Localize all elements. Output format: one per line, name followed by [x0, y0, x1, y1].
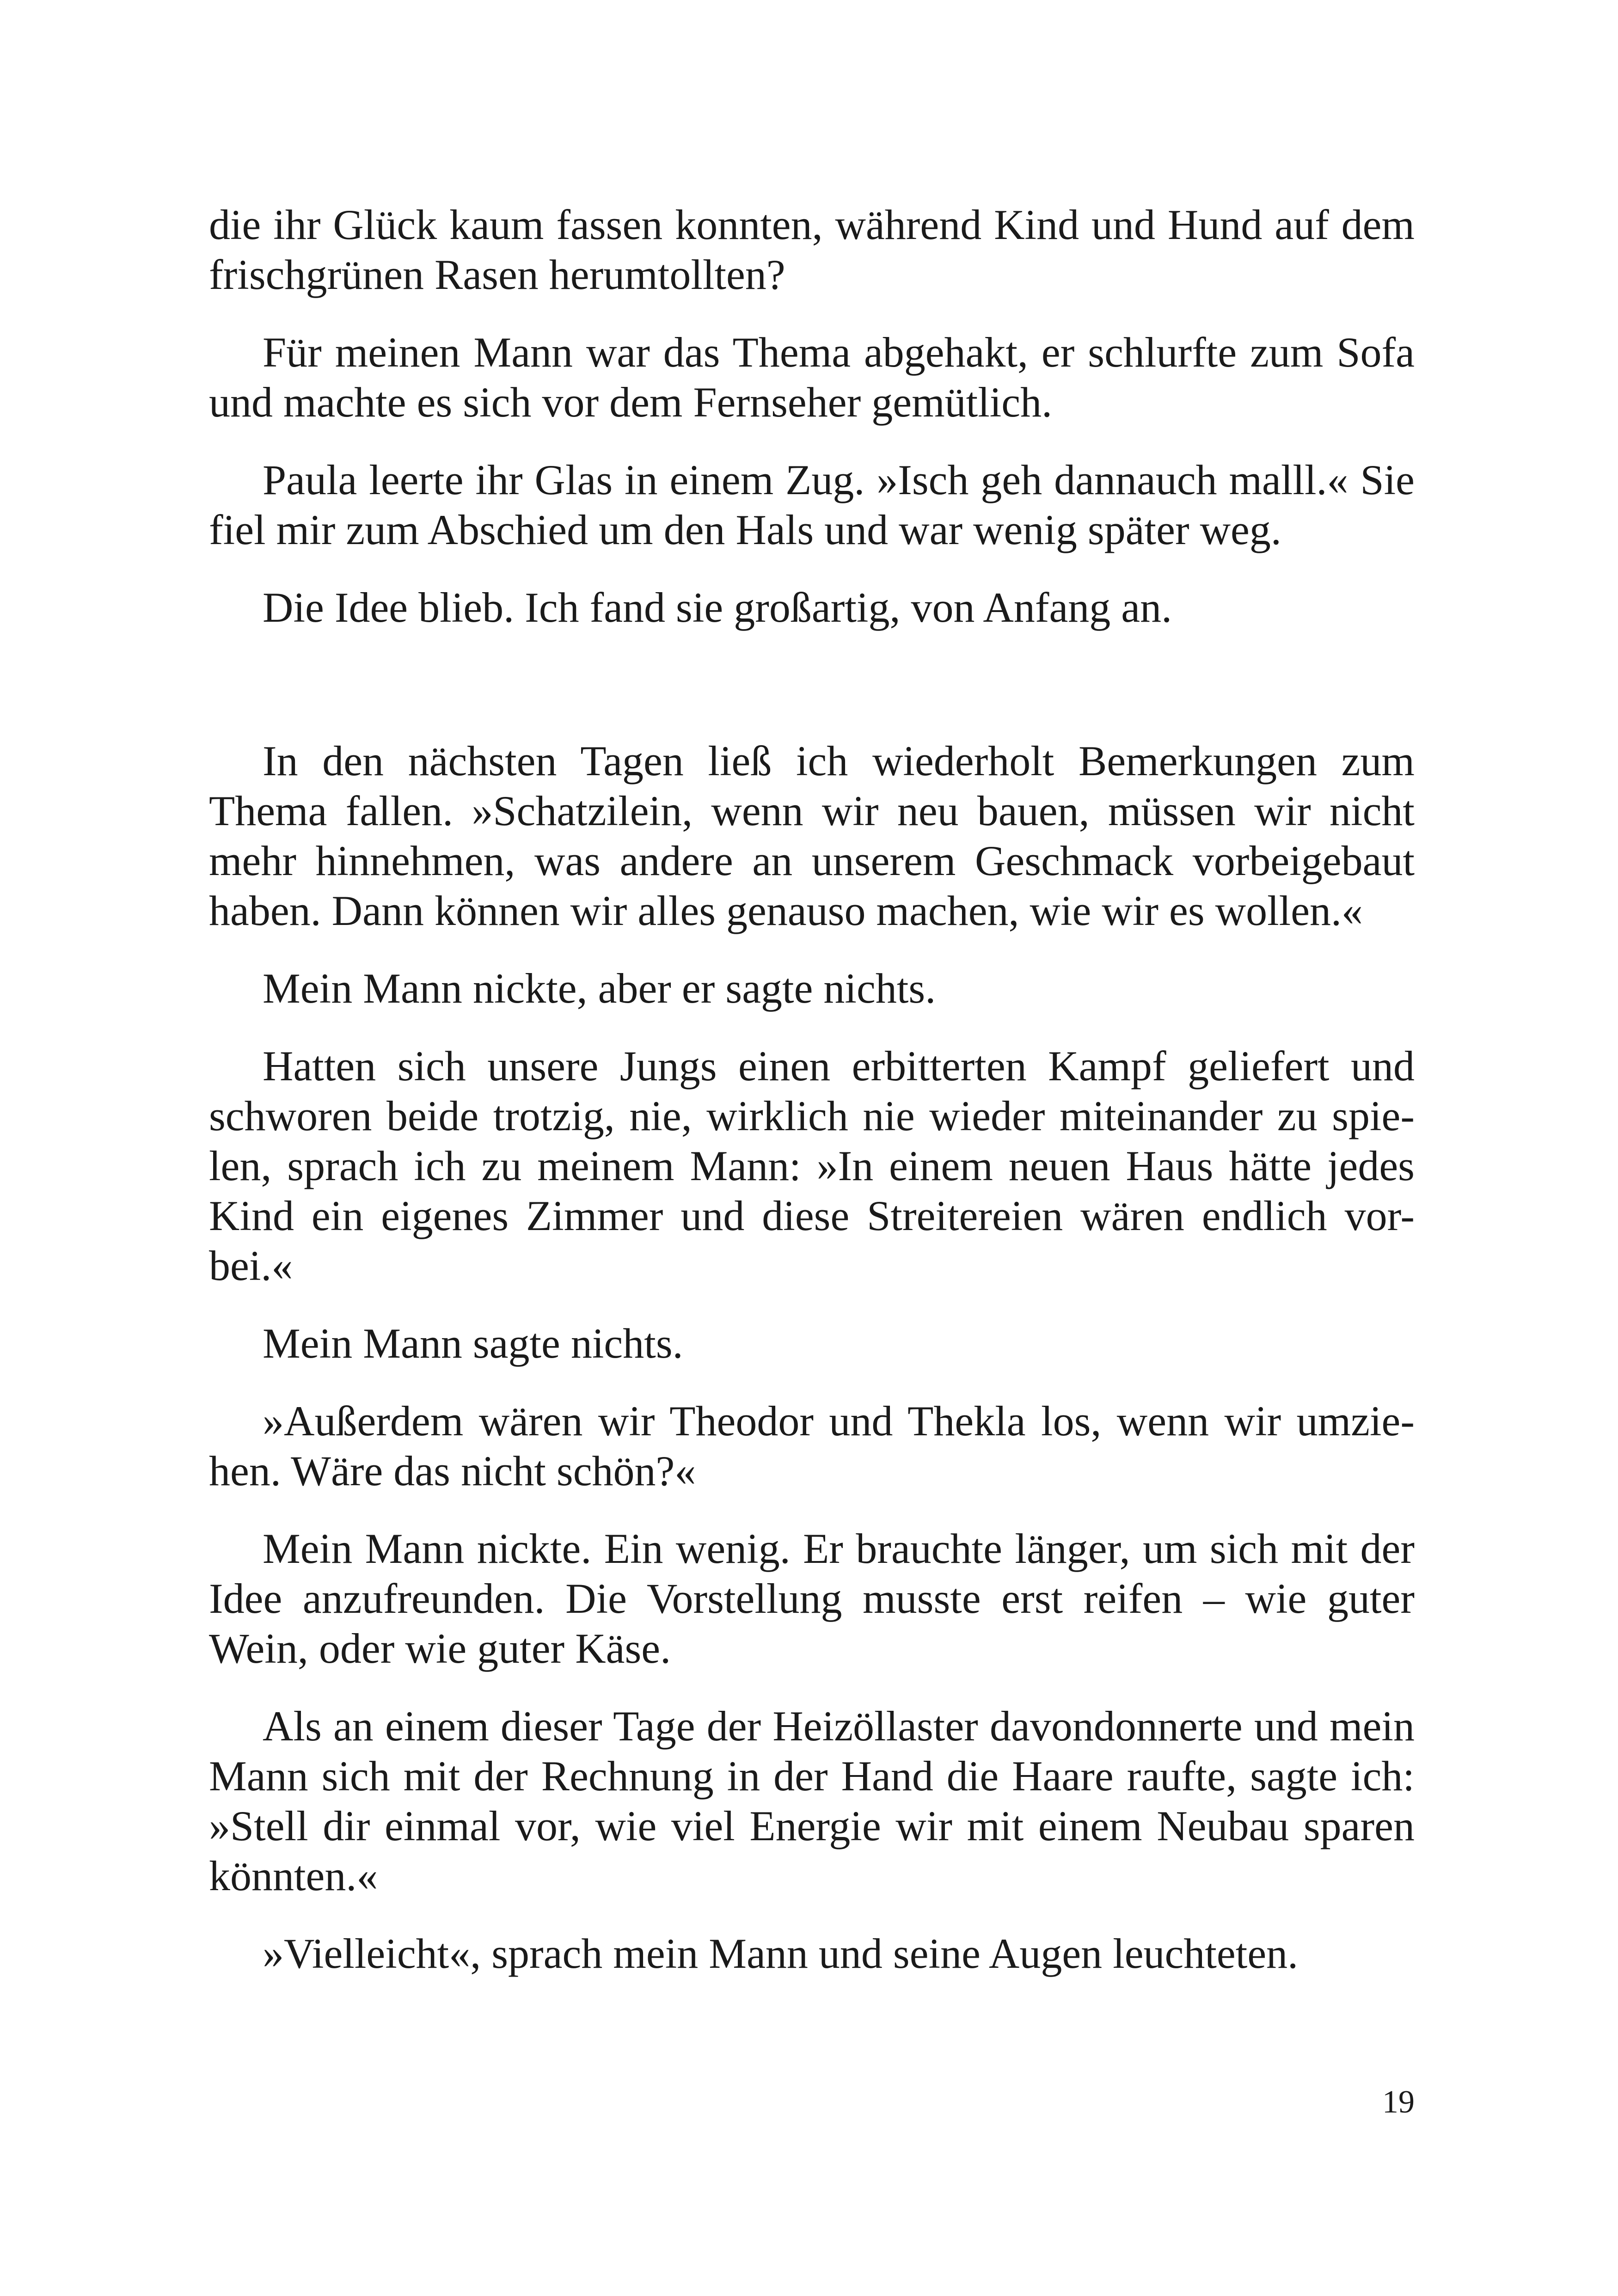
- paragraph-section-start: In den nächsten Tagen ließ ich wiederholt Bemerkungen zum Thema fallen. »Schatzilein, wenn wir neu bauen, müssen wir nicht mehr hinnehmen, was andere an unserem Geschmack vorbeigebaut haben. Dann können wir alles genauso machen, wie wir es wollen.«: [209, 737, 1415, 934]
- body-text: [209, 200, 1415, 1978]
- page-number: 19: [1382, 2084, 1415, 2120]
- paragraph: Hatten sich unsere Jungs einen erbitterten Kampf geliefert und schworen beide trotzig, nie, wirklich nie wieder miteinander zu spie-len, sprach ich zu meinem Mann: »In einem neuen Haus hätte jedes Kind ein eigenes Zimmer und diese Streitereien wären endlich vor-bei.«: [209, 1042, 1415, 1289]
- paragraph: Für meinen Mann war das Thema abgehakt, er schlurfte zum Sofa und machte es sich vor dem Fernseher gemütlich.: [209, 329, 1415, 426]
- paragraph: »Vielleicht«, sprach mein Mann und seine Augen leuchteten.: [263, 1930, 1299, 1977]
- paragraph: Mein Mann nickte, aber er sagte nichts.: [263, 965, 936, 1012]
- paragraph: Als an einem dieser Tage der Heizöllaster davondonnerte und mein Mann sich mit der Rechnung in der Hand die Haare raufte, sagte ich: »Stell dir einmal vor, wie viel Energie wir mit einem Neubau sparen könnten.«: [209, 1702, 1415, 1899]
- paragraph: Mein Mann nickte. Ein wenig. Er brauchte länger, um sich mit der Idee anzufreunden. Die Vorstellung musste erst reifen – wie guter Wein, oder wie guter Käse.: [209, 1525, 1415, 1672]
- paragraph-continuation: die ihr Glück kaum fassen konnten, während Kind und Hund auf dem frischgrünen Rasen herumtollten?: [209, 201, 1415, 298]
- paragraph: Paula leerte ihr Glas in einem Zug. »Isch geh dannauch malll.« Sie fiel mir zum Abschied um den Hals und war wenig später weg.: [209, 456, 1415, 553]
- paragraph: Mein Mann sagte nichts.: [263, 1320, 683, 1367]
- paragraph: »Außerdem wären wir Theodor und Thekla los, wenn wir umzie-hen. Wäre das nicht schön?«: [209, 1397, 1415, 1494]
- paragraph: Die Idee blieb. Ich fand sie großartig, von Anfang an.: [263, 584, 1172, 631]
